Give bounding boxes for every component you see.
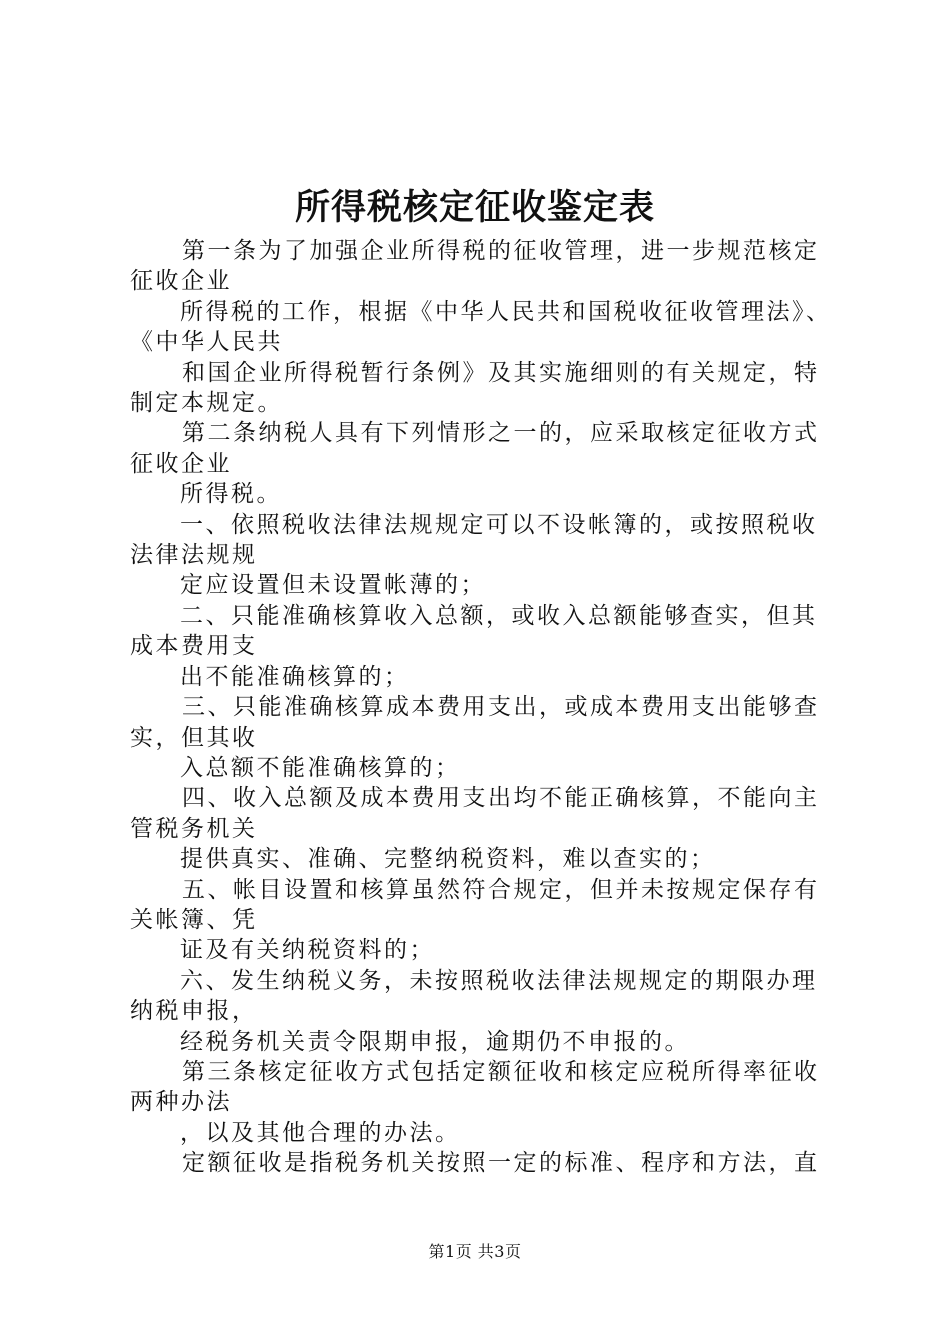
text-line: 管税务机关 — [130, 815, 258, 842]
text-line: 关帐簿、凭 — [130, 906, 258, 933]
text-line: 成本费用支 — [130, 633, 258, 660]
text-line: 出不能准确核算的； — [180, 663, 410, 690]
text-line: 四、收入总额及成本费用支出均不能正确核算，不能向主 — [182, 785, 820, 812]
text-line: 和国企业所得税暂行条例》及其实施细则的有关规定，特 — [182, 359, 820, 386]
document-title: 所得税核定征收鉴定表 — [294, 187, 655, 228]
text-line: 提供真实、准确、完整纳税资料，难以查实的； — [180, 846, 716, 873]
text-line: 定额征收是指税务机关按照一定的标准、程序和方法，直 — [182, 1150, 820, 1177]
page-footer: 第1页 共3页 — [428, 1242, 522, 1261]
text-line: 证及有关纳税资料的； — [180, 937, 435, 964]
text-line: 第三条核定征收方式包括定额征收和核定应税所得率征收 — [182, 1058, 820, 1085]
text-line: 实，但其收 — [130, 724, 258, 751]
text-line: 二、只能准确核算收入总额，或收入总额能够查实，但其 — [180, 602, 818, 629]
text-line: 经税务机关责令限期申报，逾期仍不申报的。 — [180, 1028, 690, 1055]
text-line: 纳税申报， — [130, 998, 258, 1025]
text-line: ，以及其他合理的办法。 — [180, 1119, 461, 1146]
text-line: 定应设置但未设置帐薄的； — [180, 572, 486, 599]
text-line: 两种办法 — [130, 1089, 232, 1116]
text-line: 第一条为了加强企业所得税的征收管理，进一步规范核定 — [182, 238, 820, 264]
text-line: 三、只能准确核算成本费用支出，或成本费用支出能够查 — [182, 694, 820, 721]
text-line: 所得税的工作，根据《中华人民共和国税收征收管理法》、 — [180, 298, 832, 325]
text-line: 《中华人民共 — [130, 329, 283, 356]
text-line: 征收企业 — [130, 450, 232, 477]
text-line: 入总额不能准确核算的； — [180, 754, 461, 781]
text-line: 法律法规规 — [130, 542, 258, 569]
text-line: 六、发生纳税义务，未按照税收法律法规规定的期限办理 — [180, 967, 818, 994]
document-body — [130, 236, 845, 1179]
text-line: 五、帐目设置和核算虽然符合规定，但并未按规定保存有 — [182, 876, 820, 903]
text-line: 一、依照税收法律法规规定可以不设帐簿的，或按照税收 — [180, 511, 818, 538]
text-line: 第二条纳税人具有下列情形之一的，应采取核定征收方式 — [182, 420, 820, 447]
text-line: 制定本规定。 — [130, 390, 283, 417]
text-line: 所得税。 — [180, 481, 282, 508]
text-line: 征收企业 — [130, 268, 232, 295]
